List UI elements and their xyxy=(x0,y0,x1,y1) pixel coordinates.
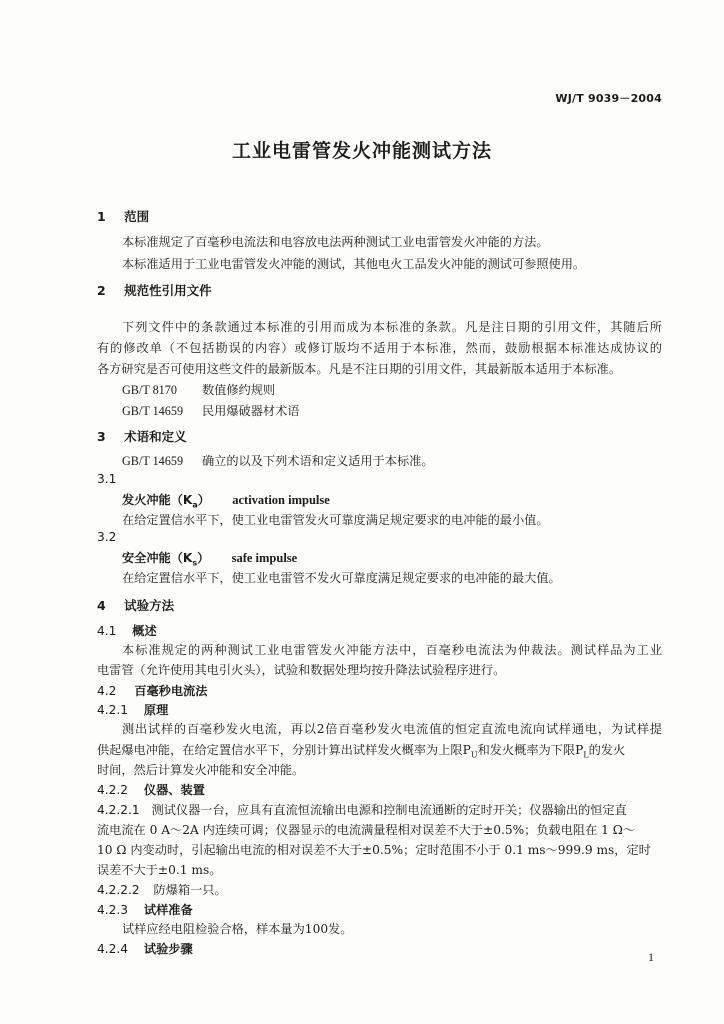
reference-item xyxy=(122,381,275,398)
subscript: U xyxy=(470,750,478,760)
paragraph-line: 试样应经电阻检验合格，样本量为100发。 xyxy=(122,922,353,936)
term-safe-impulse xyxy=(122,549,297,567)
paragraph-line: 误差不大于±0.1 ms。 xyxy=(97,863,222,877)
paragraph-line: 本标准规定的两种测试工业电雷管发火冲能方法中，百毫秒电流法为仲裁法。测试样品为工业 xyxy=(122,643,662,657)
paragraph-line: 测试仪器一台，应具有直流恒流输出电源和控制电流通断的定时开关；仪器输出的恒定直 xyxy=(151,803,627,817)
subsection-title: 概述 xyxy=(132,624,157,638)
term-cn: 发火冲能（K xyxy=(122,493,193,507)
clause-number: 3.2 xyxy=(97,530,117,544)
term-paren: ） xyxy=(197,493,210,507)
reference-code: GB/T 8170 xyxy=(122,383,177,397)
reference-code: GB/T 14659 xyxy=(122,404,184,418)
text-run: 的发火 xyxy=(588,743,626,757)
subsection-title: 试验步骤 xyxy=(143,942,193,956)
subsection-4-2-heading xyxy=(97,682,207,699)
reference-item xyxy=(122,402,300,419)
paragraph-line: 流电流在 0 A～2A 内连续可调；仪器显示的电流满量程相对误差不大于±0.5%；负载电阻在 1 Ω～ xyxy=(97,823,636,837)
term-subscript: s xyxy=(192,558,198,568)
section-1-heading xyxy=(97,207,149,225)
paragraph-line: 电雷管（允许使用其电引火头），试验和数据处理均按升降法试验程序进行。 xyxy=(97,663,506,677)
subsection-4-2-3-heading xyxy=(97,901,193,918)
paragraph-line xyxy=(97,741,625,759)
section-number: 1 xyxy=(97,209,106,224)
subsection-4-1-heading xyxy=(97,622,157,639)
section-number: 2 xyxy=(97,283,106,298)
subsection-number: 4.2.4 xyxy=(97,942,129,956)
paragraph-line: 防爆箱一只。 xyxy=(153,883,227,897)
term-activation-impulse xyxy=(122,491,330,509)
term-cn: 安全冲能（K xyxy=(122,551,193,565)
clause-4-2-2-2 xyxy=(97,881,227,898)
subsection-title: 原理 xyxy=(143,703,169,717)
paragraph-line: 测出试样的百毫秒发火电流，再以2倍百毫秒发火电流值的恒定直流电流向试样通电，为试样提 xyxy=(122,722,662,736)
subsection-number: 4.2 xyxy=(97,684,117,698)
section-4-heading xyxy=(97,596,174,614)
term-en: safe impulse xyxy=(231,551,298,565)
standard-number: WJ/T 9039－2004 xyxy=(555,92,662,105)
text-run: 供起爆电冲能，在给定置信水平下，分别计算出试样发火概率为上限P xyxy=(97,743,471,757)
term-definition: 在给定置信水平下，使工业电雷管发火可靠度满足规定要求的电冲能的最小值。 xyxy=(122,513,549,527)
term-subscript: a xyxy=(192,500,198,510)
paragraph xyxy=(122,452,434,469)
subsection-4-2-4-heading xyxy=(97,940,193,957)
clause-number: 3.1 xyxy=(97,472,117,486)
subsection-title: 试样准备 xyxy=(143,903,193,917)
paragraph: 本标准适用于工业电雷管发火冲能的测试，其他电火工品发火冲能的测试可参照使用。 xyxy=(122,257,586,271)
subsection-title: 百毫秒电流法 xyxy=(134,684,208,698)
subsection-4-2-1-heading xyxy=(97,701,168,718)
clause-4-2-2-1 xyxy=(97,801,627,818)
paragraph-line: 10 Ω 内变动时，引起输出电流的相对误差不大于±0.5%；定时范围不小于 0.1 ms～999.9 ms，定时 xyxy=(97,843,651,857)
section-title: 范围 xyxy=(124,209,150,224)
subsection-4-2-2-heading xyxy=(97,781,205,798)
section-number: 4 xyxy=(97,598,106,613)
section-3-heading xyxy=(97,427,187,445)
reference-code: GB/T 14659 xyxy=(122,454,184,468)
text-run: 和发火概率为下限P xyxy=(477,743,584,757)
document-title: 工业电雷管发火冲能测试方法 xyxy=(231,140,492,162)
section-title: 术语和定义 xyxy=(124,429,187,444)
subsection-title: 仪器、装置 xyxy=(143,783,205,797)
reference-name: 民用爆破器材术语 xyxy=(202,404,300,418)
paragraph-line: 时间，然后计算发火冲能和安全冲能。 xyxy=(97,763,305,777)
section-number: 3 xyxy=(97,429,106,444)
paragraph: 本标准规定了百毫秒电流法和电容放电法两种测试工业电雷管发火冲能的方法。 xyxy=(122,235,549,249)
subsection-number: 4.1 xyxy=(97,624,117,638)
subsection-number: 4.2.3 xyxy=(97,903,129,917)
section-title: 试验方法 xyxy=(124,598,175,613)
section-2-heading xyxy=(97,281,212,299)
reference-name: 数值修约规则 xyxy=(202,383,276,397)
paragraph-line: 各方研究是否可使用这些文件的最新版本。凡是不注日期的引用文件，其最新版本适用于本标准。 xyxy=(97,362,622,376)
subsection-number: 4.2.1 xyxy=(97,703,129,717)
clause-number: 4.2.2.2 xyxy=(97,883,140,897)
paragraph-text: 确立的以及下列术语和定义适用于本标准。 xyxy=(202,454,434,468)
subsection-number: 4.2.2 xyxy=(97,783,129,797)
term-definition: 在给定置信水平下，使工业电雷管不发火可靠度满足规定要求的电冲能的最大值。 xyxy=(122,571,561,585)
term-paren: ） xyxy=(197,551,210,565)
page-number: 1 xyxy=(648,950,654,964)
term-en: activation impulse xyxy=(232,493,330,507)
section-title: 规范性引用文件 xyxy=(124,283,212,298)
paragraph-line: 下列文件中的条款通过本标准的引用而成为本标准的条款。凡是注日期的引用文件，其随后所 xyxy=(122,320,662,334)
paragraph-line: 有的修改单（不包括勘误的内容）或修订版均不适用于本标准，然而，鼓励根据本标准达成协议的 xyxy=(97,341,662,355)
subscript: L xyxy=(583,750,589,760)
clause-number: 4.2.2.1 xyxy=(97,803,140,817)
